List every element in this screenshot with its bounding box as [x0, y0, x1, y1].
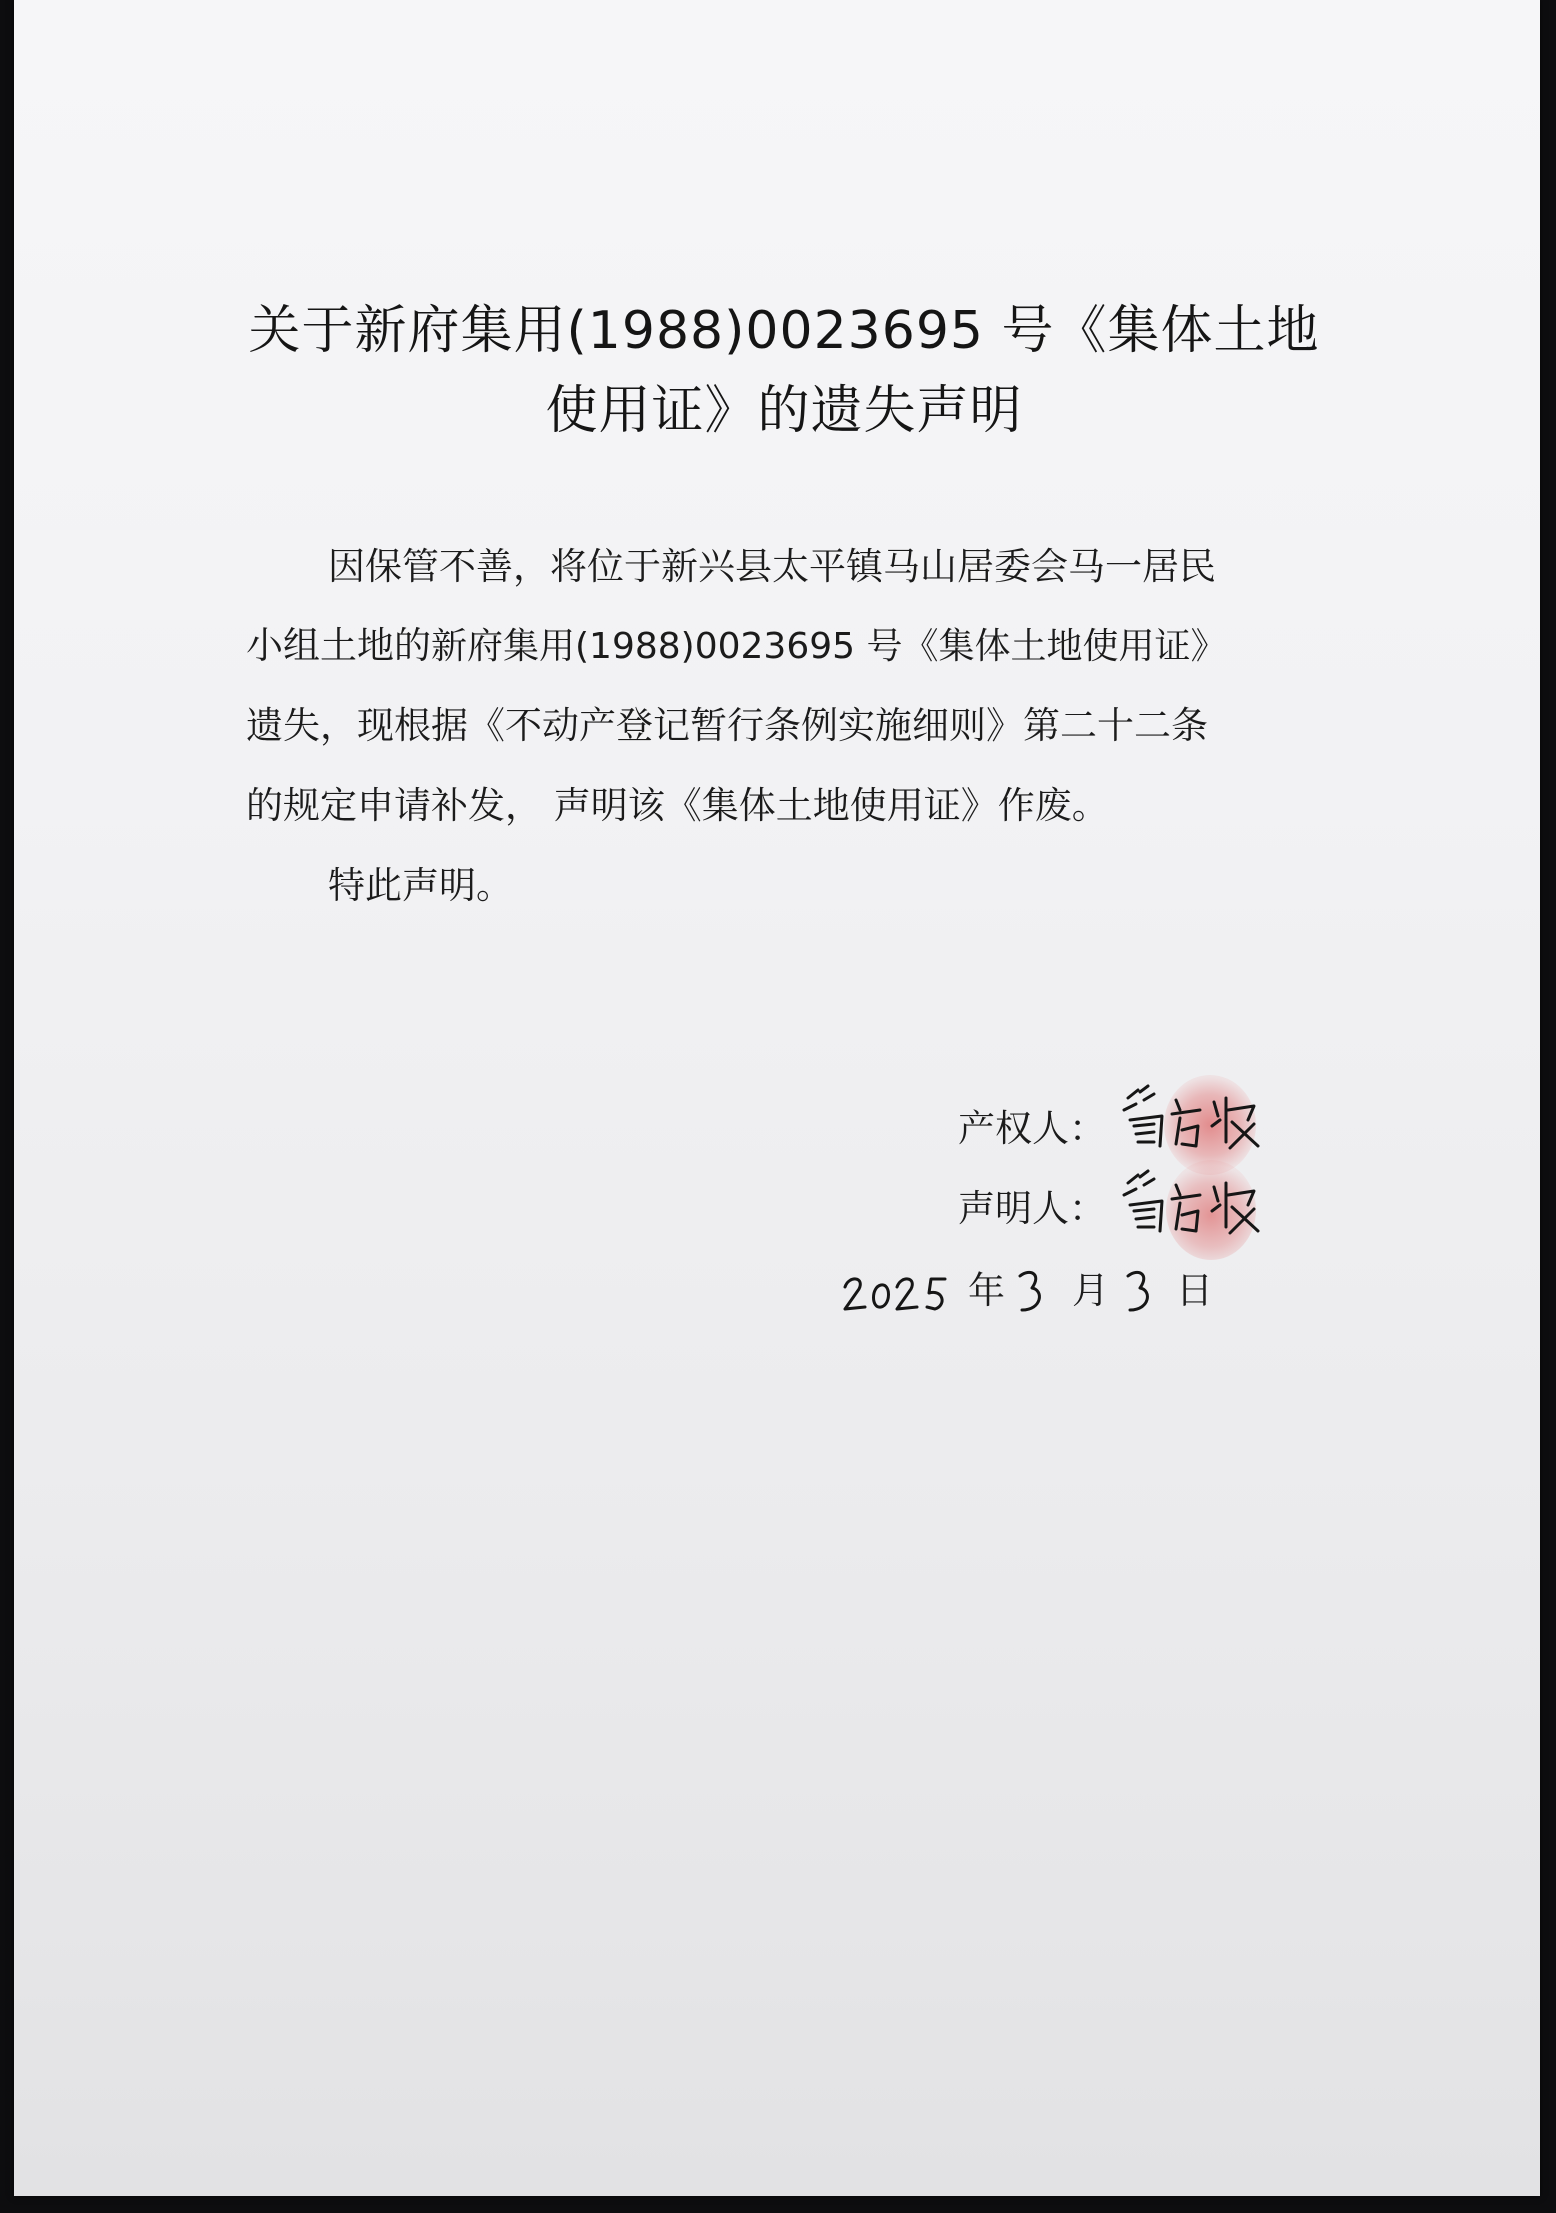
owner-label: 产权人： — [958, 1107, 1106, 1150]
title-line-2: 使用证》的遗失声明 — [545, 381, 1023, 441]
owner-signature — [1114, 1080, 1294, 1160]
year-unit: 年 — [968, 1269, 1005, 1312]
document-page — [14, 0, 1540, 2196]
title-line-1: 关于新府集用(1988)0023695 号《集体土地 — [248, 301, 1320, 361]
body-line-4: 的规定申请补发， 声明该《集体土地使用证》作废。 — [246, 784, 1109, 827]
handwritten-day — [1120, 1262, 1160, 1322]
body-line-2 — [246, 624, 1227, 667]
day-unit: 日 — [1176, 1269, 1213, 1312]
declarant-label: 声明人： — [958, 1187, 1106, 1230]
declarant-signature — [1114, 1165, 1294, 1245]
body-line-5: 特此声明。 — [328, 864, 513, 907]
body-line-3: 遗失，现根据《不动产登记暂行条例实施细则》第二十二条 — [246, 704, 1208, 747]
handwritten-month — [1012, 1262, 1052, 1322]
handwritten-year — [839, 1265, 954, 1325]
body-line-2-text: 小组土地的 — [246, 624, 431, 667]
body-line-1: 因保管不善，将位于新兴县太平镇马山居委会马一居民 — [328, 545, 1216, 588]
month-unit: 月 — [1072, 1269, 1109, 1312]
certificate-number: 新府集用(1988)0023695 号《集体土地使用证》 — [431, 626, 1227, 667]
